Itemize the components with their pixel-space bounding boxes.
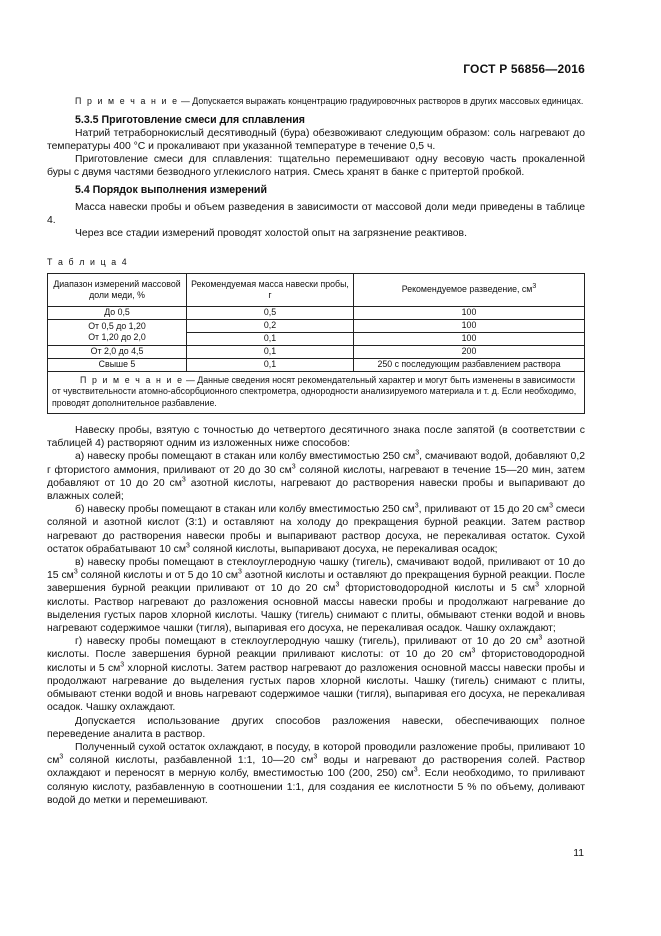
section-5-4-p2: Через все стадии измерений проводят холостой опыт на загрязнение реактивов.: [75, 228, 467, 240]
method-g: г) навеску пробы помещают в стеклоуглеродную чашку (тигель), приливают от 10 до 20 $см^3$ азотной кислоты. После завершения бурной реакции приливают кислоты: от 10 до 20 $см^3$ фтористоводородной кислоты и 5 $см^3$ хлорной кислоты. Затем раствор нагревают до разложения основной массы навески пробы и продолжают нагревание до выделения густых паров хлорной кислоты. Чашку (тигель) снимают с плиты, обмывают стенки водой и вновь нагревают содержимое чашки (тигля), выпаривая его досуха, не перекаливая осадок. Чашку охлаждают.: [47, 634, 586, 714]
page-content: [47, 96, 585, 807]
page-number: 11: [573, 848, 584, 859]
section-5-3-5-title: 5.3.5 Приготовление смеси для сплавления: [75, 113, 305, 126]
cell-range: До 0,5: [48, 306, 187, 319]
table-note-row: [48, 371, 585, 414]
cell-mass: 0,1: [187, 345, 354, 358]
header-dilution-text: Рекомендуемое разведение, см: [401, 284, 533, 295]
section-5-4-p1: Масса навески пробы и объем разведения в зависимости от массовой доли меди приведены в таблице 4.: [47, 201, 585, 226]
method-b: б) навеску пробы помещают в стакан или колбу вместимостью 250 $см^3$, приливают от 15 до 20 $см^3$ смеси соляной и азотной кислот (3:1) и оставляют на холоду до прекращения бурной реакции. Затем раствор нагревают до растворения навески пробы и выпаривают раствор досуха, не перекаливая остаток. Сухой остаток обрабатывают 10 $см^3$ соляной кислоты, выпаривают досуха, не перекаливая осадок;: [47, 502, 585, 555]
table-4: [47, 273, 585, 415]
cell-dilution: 200: [354, 345, 585, 358]
section-5-4-title: 5.4 Порядок выполнения измерений: [75, 183, 267, 196]
table-row: [48, 319, 585, 332]
table-header-row: [48, 273, 585, 306]
table-row: [48, 358, 585, 371]
section-5-3-5-p2: Приготовление смеси для сплавления: тщательно перемешивают одну весовую часть прокаленной буры с двумя частями безводного углекислого натрия. Смесь хранят в банке с притертой пробкой.: [47, 154, 585, 179]
header-range: Диапазон измерений массовой доли меди, %: [48, 273, 187, 306]
table-note: [48, 371, 585, 414]
cell-mass: 0,2: [187, 319, 354, 332]
cell-range: От 0,5 до 1,20 От 1,20 до 2,0: [48, 319, 187, 345]
cell-dilution: 100: [354, 319, 585, 332]
method-v: в) навеску пробы помещают в стеклоуглеродную чашку (тигель), смачивают водой, приливают от 10 до 15 $см^3$ соляной кислоты и от 5 до 10 $см^3$ азотной кислоты и оставляют до прекращения бурной реакции. После завершения бурной реакции приливают от 10 до 20 $см^3$ фтористоводородной кислоты и 5 $см^3$ хлорной кислоты. Раствор нагревают до разложения основной массы навески пробы и продолжают нагревание до выделения густых паров хлорной кислоты. Чашку (тигель) снимают с плиты, обмывают стенки водой и вновь нагревают содержимое чашки (тигля), выпаривая его досуха, не перекаливая осадок. Чашку охлаждают;: [47, 557, 586, 635]
section-5-3-5-p1: Натрий тетраборнокислый десятиводный (бура) обезвоживают следующим образом: соль нагревают до температуры 400 °С и прокаливают при указанной температуре в течение 0,5 ч.: [47, 127, 585, 152]
note-label: П р и м е ч а н и е: [75, 96, 179, 106]
table-note-text: — Данные сведения носят рекомендательный характер и могут быть изменены в зависимости от чувствительности атомно-абсорбционного спектрометра, однородности анализируемого материала и т. д. Если необходимо, проводят дополнительное разбавление.: [52, 374, 577, 408]
cell-mass: 0,1: [187, 358, 354, 371]
cell-dilution: 250 с последующим разбавлением раствора: [354, 358, 585, 371]
cell-mass: 0,1: [187, 332, 354, 345]
document-code: ГОСТ Р 56856—2016: [463, 62, 585, 76]
table-caption: Т а б л и ц а 4: [47, 257, 129, 268]
header-mass: Рекомендуемая масса навески пробы, г: [187, 273, 354, 306]
cell-mass: 0,5: [187, 306, 354, 319]
table-row: [48, 306, 585, 319]
final-paragraph: Полученный сухой остаток охлаждают, в посуду, в которой проводили разложение пробы, приливают 10 $см^3$ соляной кислоты, разбавленной 1:1, 10—20 $см^3$ воды и нагревают до растворения солей. Раствор охлаждают и переносят в мерную колбу, вместимостью 100 (200, 250) $см^3$. Если необходимо, то приливают соляную кислоту, разбавленную в соотношении 1:1, для создания ее кислотности 5 % по объему, доливают водой до метки и перемешивают.: [47, 741, 585, 806]
header-dilution-sup: 3: [532, 283, 537, 291]
note-text: — Допускается выражать концентрацию градуировочных растворов в других массовых единицах.: [178, 96, 584, 106]
method-a: а) навеску пробы помещают в стакан или колбу вместимостью 250 $см^3$, смачивают водой, добавляют 0,2 г фтористого аммония, приливают от 20 до 30 $см^3$ соляной кислоты, нагревают в течение 15—20 мин, затем добавляют от 10 до 20 $см^3$ азотной кислоты, нагревают до растворения навески пробы и выпаривают до влажных солей;: [47, 449, 586, 503]
cell-range: От 2,0 до 4,5: [48, 345, 187, 358]
header-dilution: [354, 273, 585, 306]
cell-range: Свыше 5: [48, 358, 187, 371]
cell-dilution: 100: [354, 332, 585, 345]
cell-dilution: 100: [354, 306, 585, 319]
note-top: [47, 96, 585, 108]
table-row: [48, 345, 585, 358]
other-methods: Допускается использование других способов разложения навески, обеспечивающих полное переведение аналита в раствор.: [47, 715, 585, 740]
body-intro: Навеску пробы, взятую с точностью до четвертого десятичного знака после запятой (в соответствии с таблицей 4) растворяют одним из изложенных ниже способов:: [47, 425, 585, 450]
table-note-label: П р и м е ч а н и е: [80, 374, 184, 385]
